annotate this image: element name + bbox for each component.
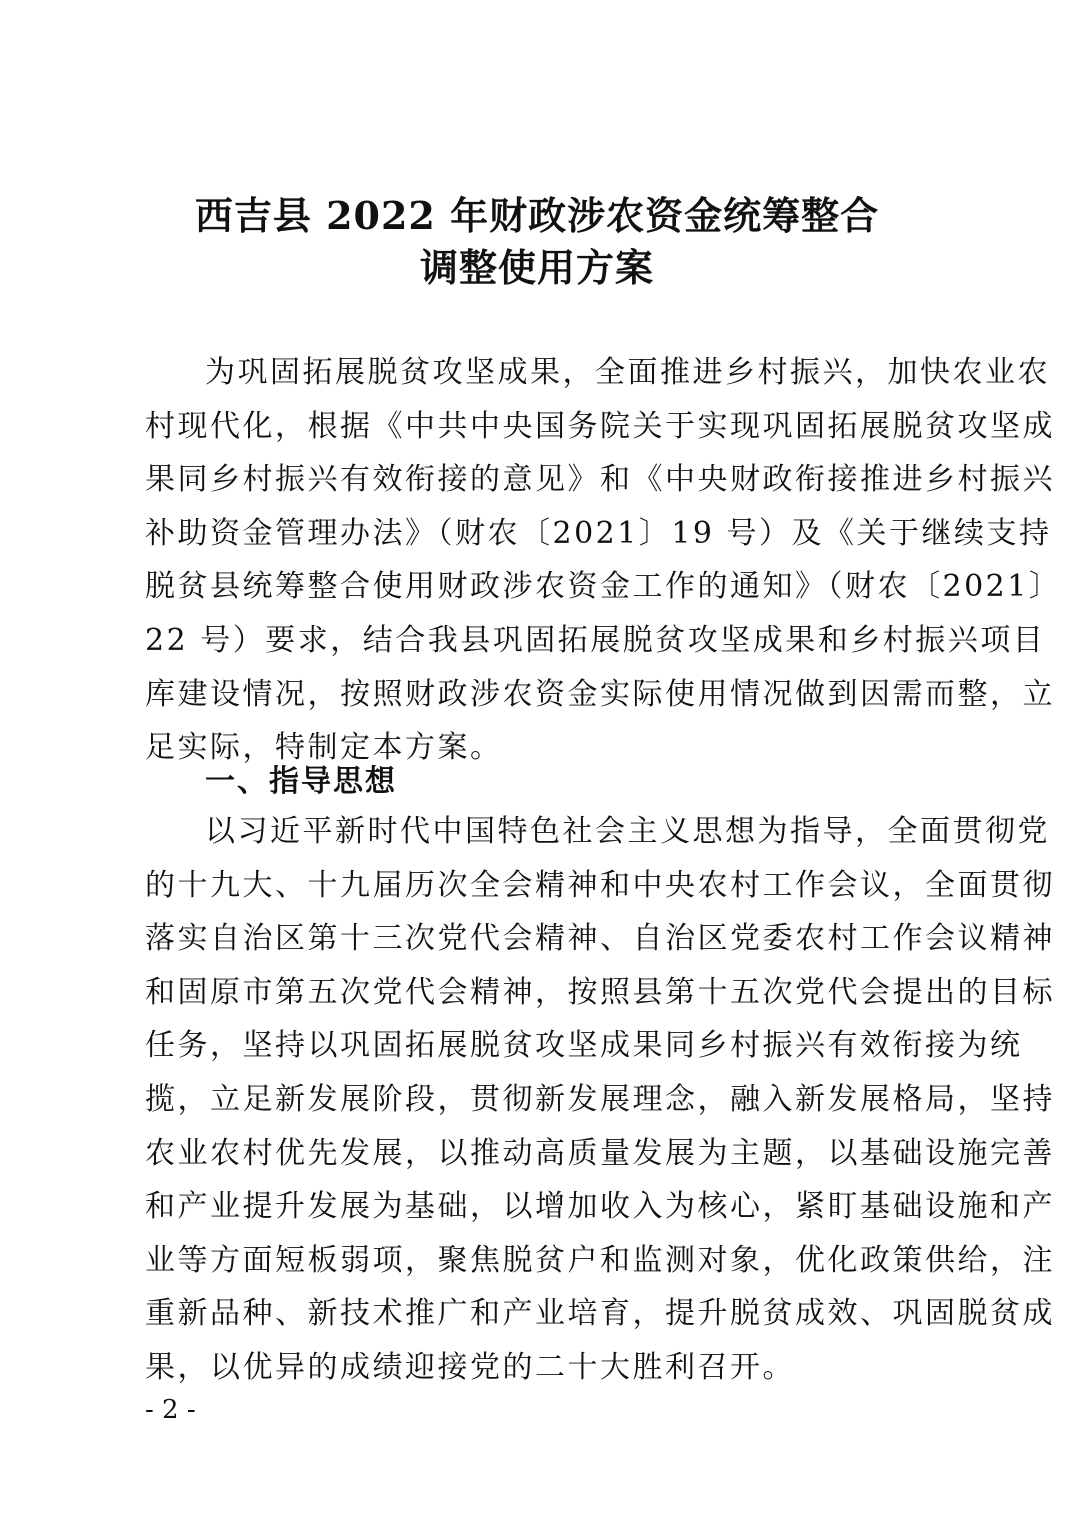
intro-line-6: 22 号）要求，结合我县巩固拓展脱贫攻坚成果和乡村振兴项目 (145, 622, 1046, 658)
guiding-ideology-paragraph (145, 805, 1055, 1395)
section1-line-4: 和固原市第五次党代会精神，按照县第十五次党代会提出的目标 (145, 974, 1055, 1010)
section-heading-guiding-ideology: 一、指导思想 (205, 764, 397, 799)
intro-line-8: 足实际，特制定本方案。 (145, 730, 503, 766)
section1-line-8: 和产业提升发展为基础，以增加收入为核心，紧盯基础设施和产 (145, 1189, 1055, 1225)
intro-line-4: 补助资金管理办法》（财农〔2021〕19 号）及《关于继续支持 (145, 515, 1052, 551)
intro-line-5: 脱贫县统筹整合使用财政涉农资金工作的通知》（财农〔2021〕 (145, 569, 1062, 605)
section1-line-2: 的十九大、十九届历次全会精神和中央农村工作会议，全面贯彻 (145, 867, 1055, 903)
intro-line-3: 果同乡村振兴有效衔接的意见》和《中央财政衔接推进乡村振兴 (145, 462, 1055, 498)
section1-line-1: 以习近平新时代中国特色社会主义思想为指导，全面贯彻党 (205, 814, 1050, 849)
section1-line-7: 农业农村优先发展，以推动高质量发展为主题，以基础设施完善 (145, 1135, 1055, 1171)
intro-line-1: 为巩固拓展脱贫攻坚成果，全面推进乡村振兴，加快农业农 (205, 355, 1050, 390)
document-title-line-2: 调整使用方案 (419, 245, 654, 290)
section1-line-10: 重新品种、新技术推广和产业培育，提升脱贫成效、巩固脱贫成 (145, 1296, 1055, 1332)
document-title-line-1: 西吉县 2022 年财政涉农资金统筹整合 (194, 193, 880, 238)
page-number: - 2 - (145, 1395, 196, 1425)
intro-paragraph (145, 346, 1062, 775)
intro-line-7: 库建设情况，按照财政涉农资金实际使用情况做到因需而整，立 (145, 676, 1055, 712)
intro-line-2: 村现代化，根据《中共中央国务院关于实现巩固拓展脱贫攻坚成 (145, 408, 1055, 444)
section1-line-3: 落实自治区第十三次党代会精神、自治区党委农村工作会议精神 (145, 921, 1055, 957)
section1-line-9: 业等方面短板弱项，聚焦脱贫户和监测对象，优化政策供给，注 (145, 1242, 1055, 1278)
section1-line-6: 揽，立足新发展阶段，贯彻新发展理念，融入新发展格局，坚持 (145, 1081, 1055, 1117)
section1-line-11: 果，以优异的成绩迎接党的二十大胜利召开。 (145, 1349, 795, 1385)
section1-line-5: 任务，坚持以巩固拓展脱贫攻坚成果同乡村振兴有效衔接为统 (145, 1028, 1023, 1064)
